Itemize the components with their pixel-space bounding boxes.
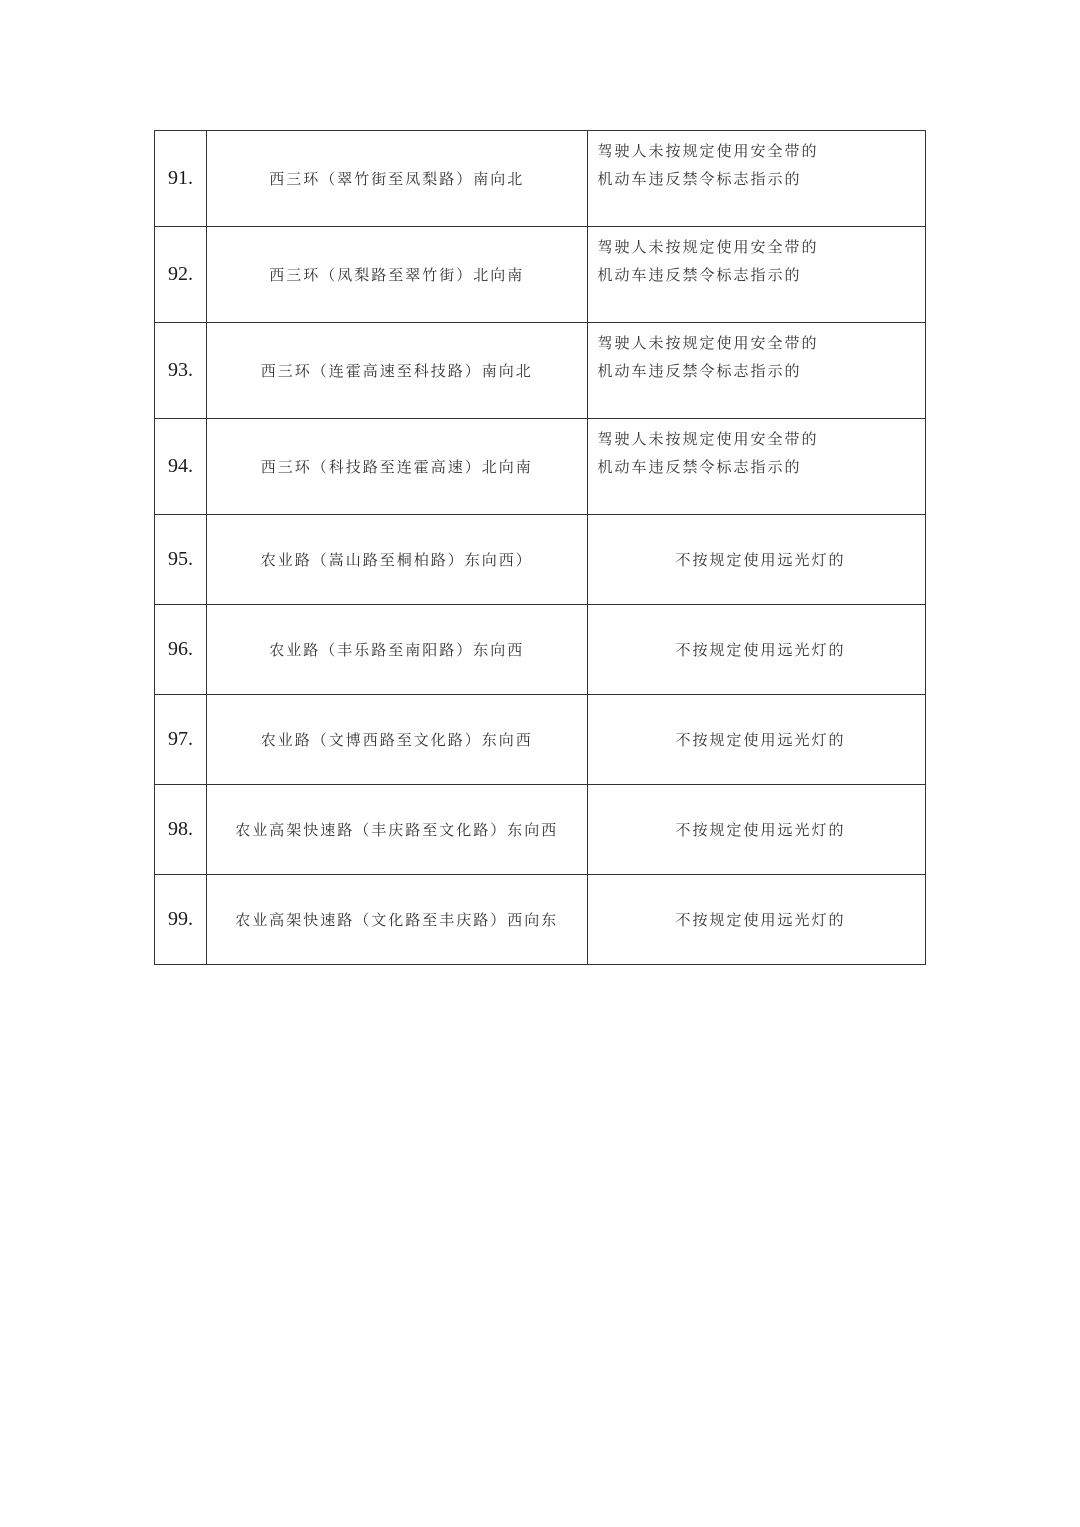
violation-type <box>587 419 925 515</box>
violation-line: 机动车违反禁令标志指示的 <box>597 362 802 380</box>
road-section: 农业高架快速路（丰庆路至文化路）东向西 <box>207 785 587 875</box>
road-section: 农业路（丰乐路至南阳路）东向西 <box>207 605 587 695</box>
row-number: 91. <box>155 131 207 227</box>
table-row <box>155 131 926 227</box>
row-number: 97. <box>155 695 207 785</box>
table-row <box>155 785 926 875</box>
violation-type <box>587 131 925 227</box>
row-number: 93. <box>155 323 207 419</box>
violation-line: 机动车违反禁令标志指示的 <box>597 458 802 476</box>
road-section: 农业高架快速路（文化路至丰庆路）西向东 <box>207 875 587 965</box>
row-number: 98. <box>155 785 207 875</box>
road-section: 西三环（科技路至连霍高速）北向南 <box>207 419 587 515</box>
violation-type <box>587 323 925 419</box>
table-row <box>155 875 926 965</box>
row-number: 92. <box>155 227 207 323</box>
road-section: 农业路（文博西路至文化路）东向西 <box>207 695 587 785</box>
violation-location-table <box>154 130 926 965</box>
violation-line: 驾驶人未按规定使用安全带的 <box>597 334 819 352</box>
row-number: 99. <box>155 875 207 965</box>
road-section: 西三环（翠竹街至凤梨路）南向北 <box>207 131 587 227</box>
road-section: 西三环（连霍高速至科技路）南向北 <box>207 323 587 419</box>
table-row <box>155 323 926 419</box>
violation-line: 驾驶人未按规定使用安全带的 <box>597 142 819 160</box>
table-row <box>155 227 926 323</box>
violation-type: 不按规定使用远光灯的 <box>587 515 925 605</box>
violation-type: 不按规定使用远光灯的 <box>587 875 925 965</box>
row-number: 96. <box>155 605 207 695</box>
road-section: 农业路（嵩山路至桐柏路）东向西） <box>207 515 587 605</box>
violation-line: 机动车违反禁令标志指示的 <box>597 266 802 284</box>
table-row <box>155 695 926 785</box>
row-number: 94. <box>155 419 207 515</box>
violation-line: 驾驶人未按规定使用安全带的 <box>597 430 819 448</box>
violation-line: 驾驶人未按规定使用安全带的 <box>597 238 819 256</box>
violation-type <box>587 227 925 323</box>
table-row <box>155 419 926 515</box>
table-row <box>155 515 926 605</box>
row-number: 95. <box>155 515 207 605</box>
violation-type: 不按规定使用远光灯的 <box>587 785 925 875</box>
violation-type: 不按规定使用远光灯的 <box>587 695 925 785</box>
road-section: 西三环（凤梨路至翠竹街）北向南 <box>207 227 587 323</box>
table-row <box>155 605 926 695</box>
violation-line: 机动车违反禁令标志指示的 <box>597 170 802 188</box>
violation-type: 不按规定使用远光灯的 <box>587 605 925 695</box>
